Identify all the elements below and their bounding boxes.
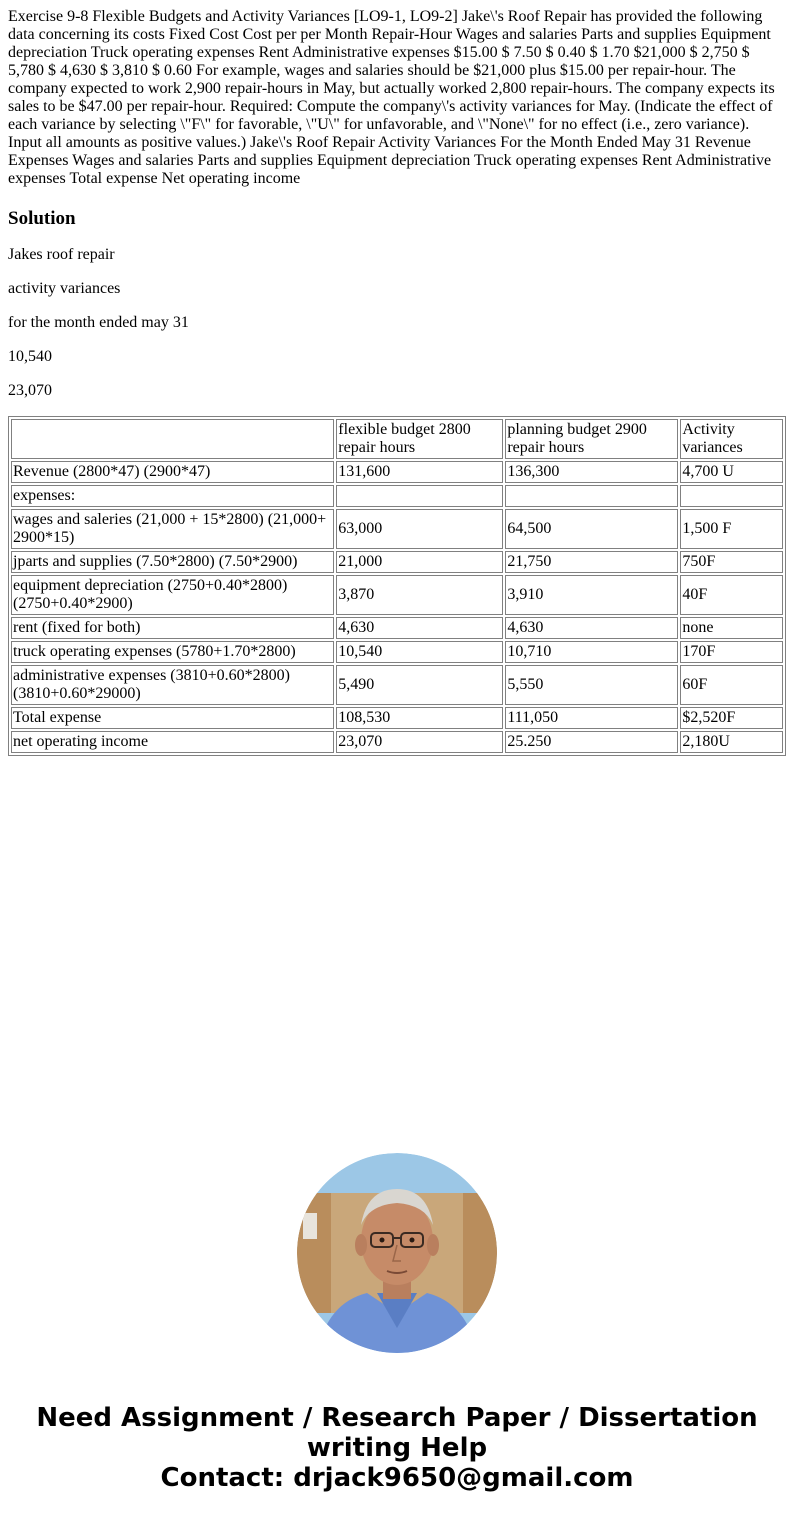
table-cell: 25.250 xyxy=(505,731,678,753)
promo-footer xyxy=(0,1403,794,1493)
table-cell: 2,180U xyxy=(680,731,783,753)
table-cell: 5,550 xyxy=(505,665,678,705)
avatar-portrait-image xyxy=(297,1153,497,1353)
solution-line: 23,070 xyxy=(8,382,52,399)
table-cell xyxy=(680,485,783,507)
table-cell: 111,050 xyxy=(505,707,678,729)
solution-line: Jakes roof repair xyxy=(8,246,115,263)
table-cell: 23,070 xyxy=(336,731,503,753)
table-cell: $2,520F xyxy=(680,707,783,729)
solution-heading: Solution xyxy=(8,208,76,229)
promo-line: Need Assignment / Research Paper / Dissertation writing Help xyxy=(36,1403,758,1463)
table-cell: 3,910 xyxy=(505,575,678,615)
table-cell: 3,870 xyxy=(336,575,503,615)
contact-line: Contact: drjack9650@gmail.com xyxy=(160,1463,634,1493)
table-cell xyxy=(505,485,678,507)
table-cell: expenses: xyxy=(11,485,334,507)
table-row xyxy=(11,617,783,639)
table-cell: rent (fixed for both) xyxy=(11,617,334,639)
author-avatar xyxy=(297,1153,497,1353)
table-row xyxy=(11,461,783,483)
table-row xyxy=(11,665,783,705)
table-cell: 10,540 xyxy=(336,641,503,663)
table-cell: 21,750 xyxy=(505,551,678,573)
table-cell: equipment depreciation (2750+0.40*2800) (2750+0.40*2900) xyxy=(11,575,334,615)
activity-variances-table xyxy=(8,416,786,756)
table-cell: 4,630 xyxy=(505,617,678,639)
table-row xyxy=(11,485,783,507)
table-cell: 750F xyxy=(680,551,783,573)
header-cell: planning budget 2900 repair hours xyxy=(505,419,678,459)
table-row xyxy=(11,731,783,753)
solution-line: for the month ended may 31 xyxy=(8,314,189,331)
table-cell: 4,700 U xyxy=(680,461,783,483)
table-cell: net operating income xyxy=(11,731,334,753)
table-cell: 40F xyxy=(680,575,783,615)
table-cell: 4,630 xyxy=(336,617,503,639)
table-cell: 5,490 xyxy=(336,665,503,705)
header-cell: flexible budget 2800 repair hours xyxy=(336,419,503,459)
table-row xyxy=(11,641,783,663)
table-cell: 10,710 xyxy=(505,641,678,663)
table-cell: 21,000 xyxy=(336,551,503,573)
table-cell: jparts and supplies (7.50*2800) (7.50*2900) xyxy=(11,551,334,573)
table-cell: wages and saleries (21,000 + 15*2800) (21,000+ 2900*15) xyxy=(11,509,334,549)
page-content xyxy=(0,0,794,756)
table-cell: Total expense xyxy=(11,707,334,729)
table-cell: 108,530 xyxy=(336,707,503,729)
table-row xyxy=(11,509,783,549)
table-row xyxy=(11,551,783,573)
header-cell: Activity variances xyxy=(680,419,783,459)
table-cell: administrative expenses (3810+0.60*2800) (3810+0.60*29000) xyxy=(11,665,334,705)
solution-line: activity variances xyxy=(8,280,121,297)
table-cell: 64,500 xyxy=(505,509,678,549)
table-header-row xyxy=(11,419,783,459)
table-cell: 170F xyxy=(680,641,783,663)
table-cell: 131,600 xyxy=(336,461,503,483)
solution-line: 10,540 xyxy=(8,348,52,365)
table-row xyxy=(11,575,783,615)
table-cell: 136,300 xyxy=(505,461,678,483)
table-cell: 1,500 F xyxy=(680,509,783,549)
table-cell: none xyxy=(680,617,783,639)
header-cell xyxy=(11,419,334,459)
table-cell: 63,000 xyxy=(336,509,503,549)
table-row xyxy=(11,707,783,729)
question-text: Exercise 9-8 Flexible Budgets and Activity Variances [LO9-1, LO9-2] Jake\'s Roof Repair has provided the following data concerning its costs Fixed Cost Cost per per Month Repair-Hour Wages and salaries Parts and supplies Equipment depreciation Truck operating expenses Rent Administrative expenses $15.00 $ 7.50 $ 0.40 $ 1.70 $21,000 $ 2,750 $ 5,780 $ 4,630 $ 3,810 $ 0.60 For example, wages and salaries should be $21,000 plus $15.00 per repair-hour. The company expected to work 2,900 repair-hours in May, but actually worked 2,800 repair-hours. The company expects its sales to be $47.00 per repair-hour. Required: Compute the company\'s activity variances for May. (Indicate the effect of each variance by selecting \"F\" for favorable, \"U\" for unfavorable, and \"None\" for no effect (i.e., zero variance). Input all amounts as positive values.) Jake\'s Roof Repair Activity Variances For the Month Ended May 31 Revenue Expenses Wages and salaries Parts and supplies Equipment depreciation Truck operating expenses Rent Administrative expenses Total expense Net operating income xyxy=(8,8,775,187)
table-cell: 60F xyxy=(680,665,783,705)
table-cell xyxy=(336,485,503,507)
table-cell: truck operating expenses (5780+1.70*2800) xyxy=(11,641,334,663)
table-cell: Revenue (2800*47) (2900*47) xyxy=(11,461,334,483)
